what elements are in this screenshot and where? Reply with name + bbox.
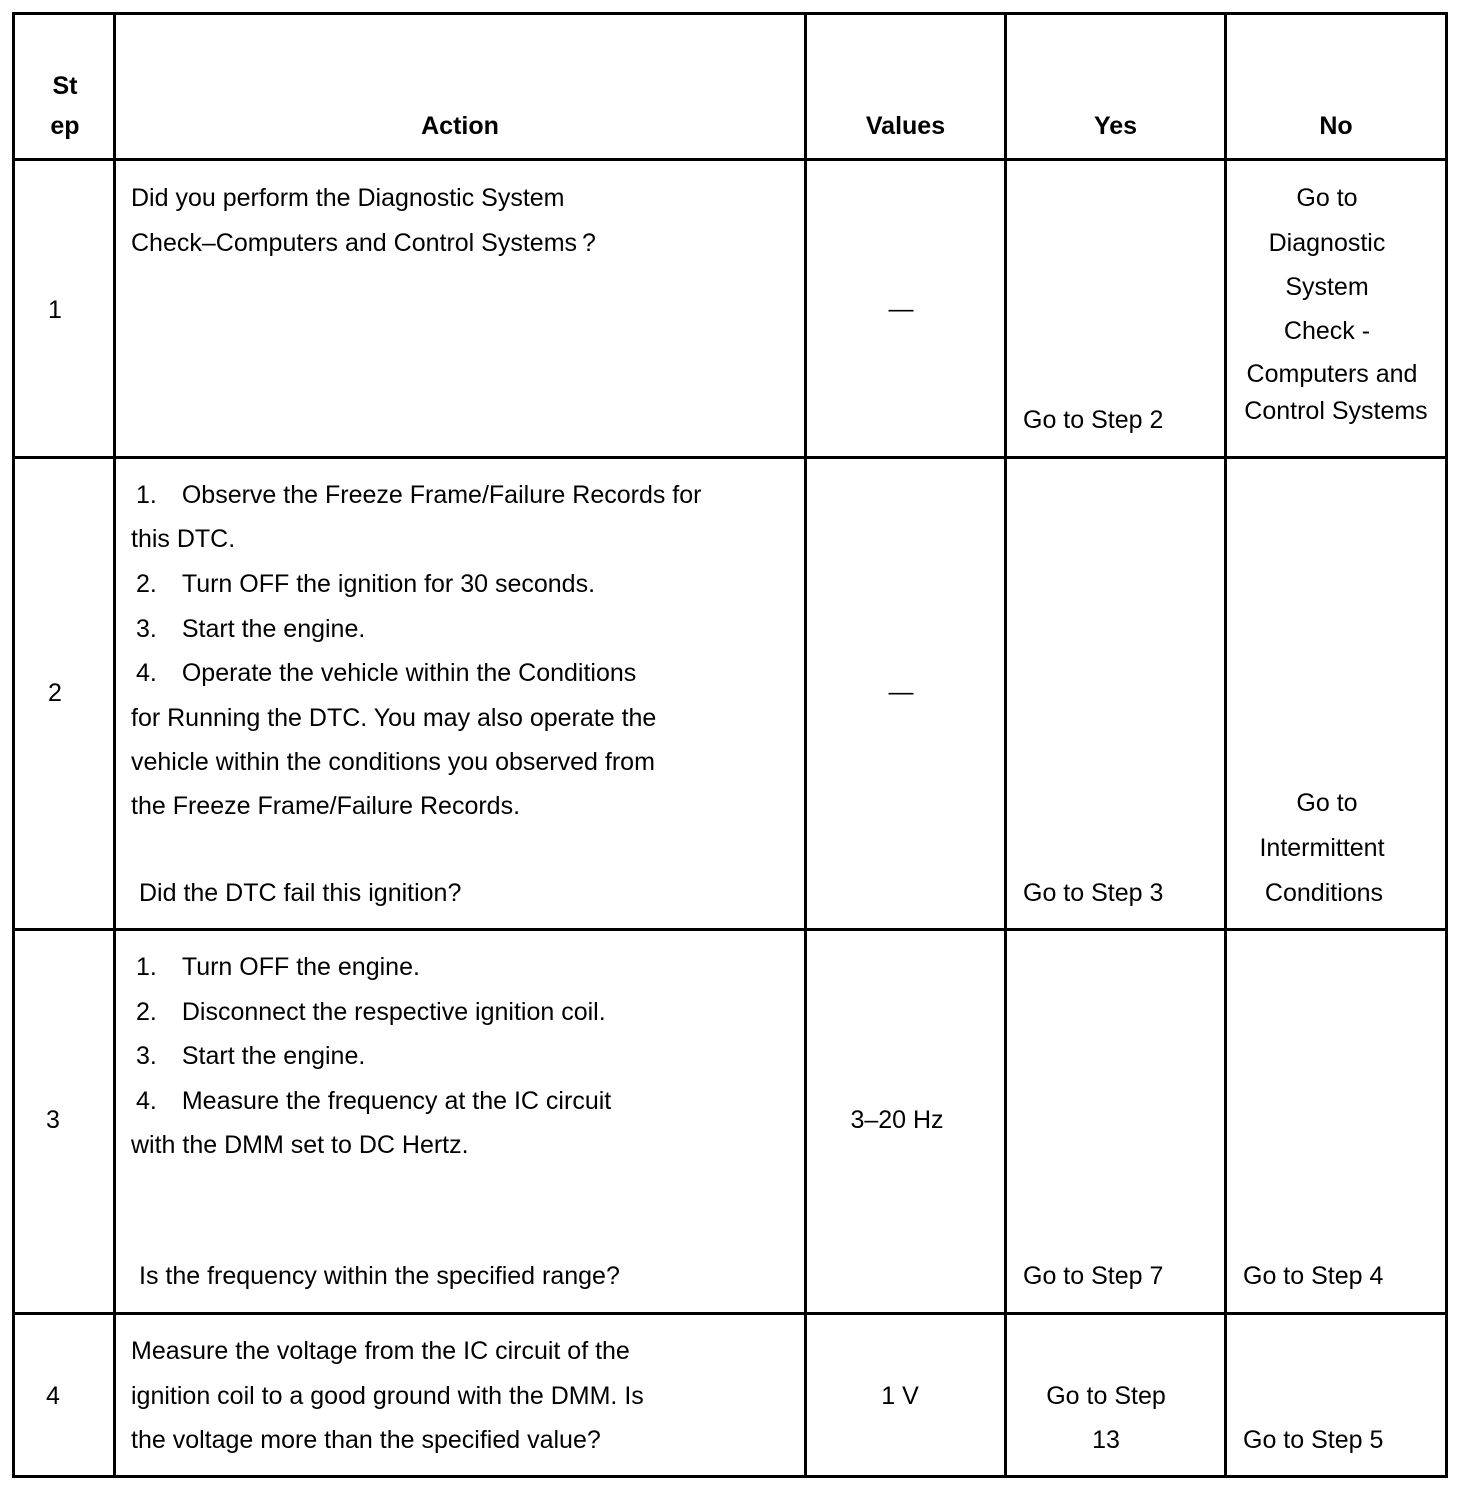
no-link[interactable]: Go to Step 4 <box>1243 1262 1384 1290</box>
row-divider-3 <box>12 1312 1448 1315</box>
yes-link[interactable]: Go to Step 3 <box>1023 879 1164 907</box>
no-link[interactable]: Control Systems <box>1244 397 1428 425</box>
action-text: Check–Computers and Control Systems ? <box>131 229 596 257</box>
value-text: — <box>888 678 914 706</box>
action-text: 4. Operate the vehicle within the Conditions <box>136 659 637 687</box>
action-text: Measure the voltage from the IC circuit of the <box>131 1337 630 1365</box>
action-text: ignition coil to a good ground with the DMM. Is <box>131 1382 644 1410</box>
header-no: No <box>1319 112 1353 140</box>
action-text: with the DMM set to DC Hertz. <box>131 1131 469 1159</box>
no-link[interactable]: Check - <box>1283 317 1371 345</box>
no-link[interactable]: Intermittent <box>1259 834 1385 862</box>
no-link[interactable]: System <box>1285 273 1369 301</box>
action-text: for Running the DTC. You may also operate the <box>131 704 657 732</box>
action-question: Is the frequency within the specified range? <box>139 1262 620 1290</box>
header-values: Values <box>865 112 946 140</box>
action-text: 3. Start the engine. <box>136 615 366 643</box>
yes-link[interactable]: Go to Step <box>1046 1382 1166 1410</box>
no-link[interactable]: Conditions <box>1264 879 1384 907</box>
no-link[interactable]: Go to <box>1296 184 1358 212</box>
yes-link[interactable]: Go to Step 7 <box>1023 1262 1164 1290</box>
action-text: 1. Turn OFF the engine. <box>136 953 420 981</box>
value-text: 3–20 Hz <box>850 1106 944 1134</box>
no-link[interactable]: Go to Step 5 <box>1243 1426 1384 1454</box>
header-step-line2: ep <box>50 112 80 140</box>
header-step-line1: St <box>52 72 78 100</box>
yes-link[interactable]: Go to Step 2 <box>1023 406 1164 434</box>
action-text: 2. Disconnect the respective ignition coil. <box>136 998 606 1026</box>
no-link[interactable]: Diagnostic <box>1268 229 1386 257</box>
step-number: 2 <box>48 679 62 707</box>
column-divider-action <box>804 12 807 1478</box>
yes-link[interactable]: 13 <box>1092 1426 1120 1454</box>
header-yes: Yes <box>1093 112 1138 140</box>
no-link[interactable]: Go to <box>1296 789 1358 817</box>
action-text: this DTC. <box>131 525 236 553</box>
no-link[interactable]: Computers and <box>1246 360 1418 388</box>
action-text: 4. Measure the frequency at the IC circuit <box>136 1087 612 1115</box>
action-text: Did you perform the Diagnostic System <box>131 184 565 212</box>
action-text: 3. Start the engine. <box>136 1042 366 1070</box>
header-action: Action <box>421 112 499 140</box>
step-number: 1 <box>48 296 62 324</box>
action-text: 2. Turn OFF the ignition for 30 seconds. <box>136 570 596 598</box>
action-question: Did the DTC fail this ignition? <box>139 879 462 907</box>
value-text: — <box>888 295 914 323</box>
action-text: the voltage more than the specified value? <box>131 1426 601 1454</box>
action-text: the Freeze Frame/Failure Records. <box>131 792 521 820</box>
column-divider-values <box>1004 12 1007 1478</box>
step-number: 3 <box>46 1106 60 1134</box>
action-text: 1. Observe the Freeze Frame/Failure Records for <box>136 481 702 509</box>
step-number: 4 <box>46 1382 60 1410</box>
value-text: 1 V <box>881 1382 919 1410</box>
row-divider-1 <box>12 456 1448 459</box>
row-divider-2 <box>12 928 1448 931</box>
column-divider-step <box>113 12 116 1478</box>
action-text: vehicle within the conditions you observed from <box>131 748 655 776</box>
row-divider-header <box>12 158 1448 161</box>
